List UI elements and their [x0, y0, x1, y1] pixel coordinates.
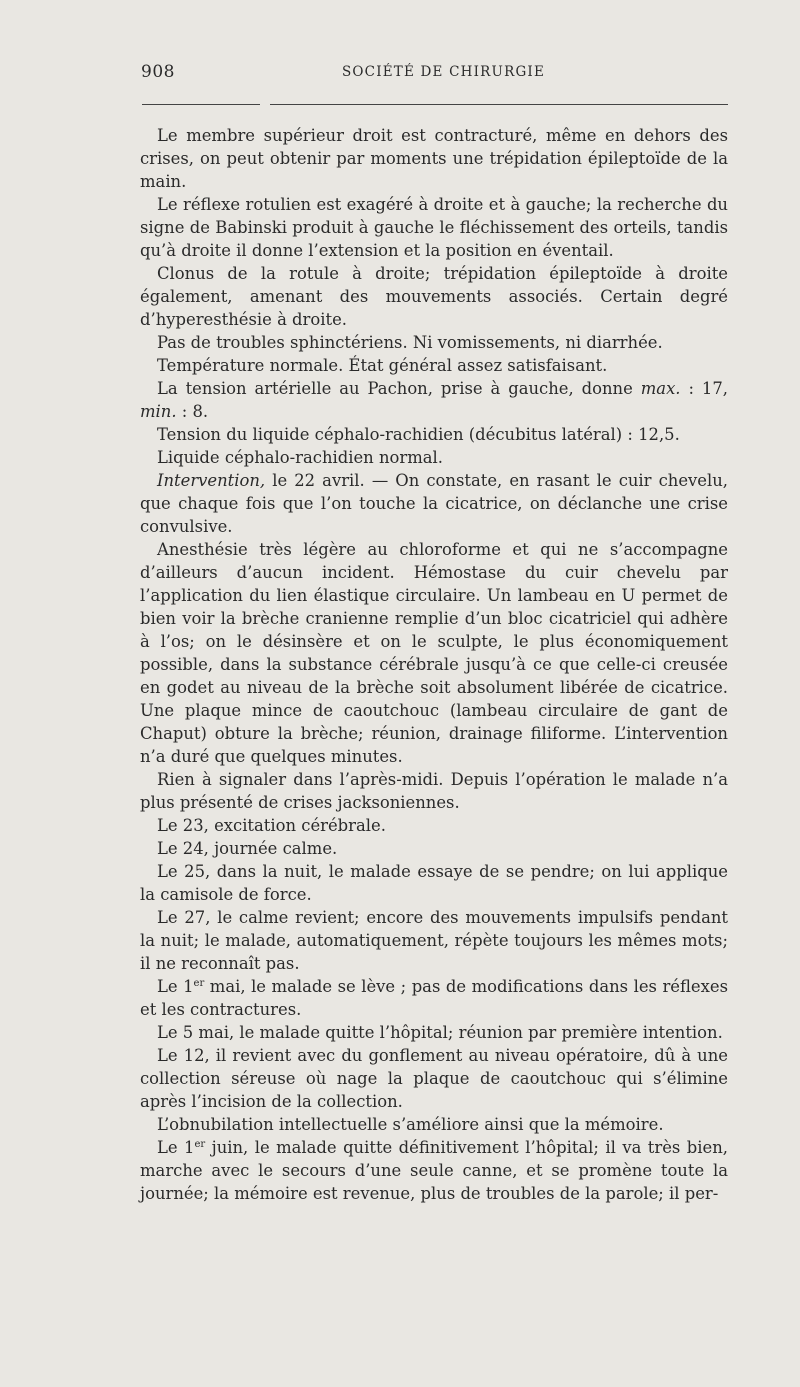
body-text — [140, 124, 728, 1205]
paragraph: Rien à signaler dans l’après-midi. Depuis l’opération le malade n’a plus présenté de crises jacksoniennes. — [140, 770, 728, 812]
header-rule-right — [270, 104, 728, 105]
paragraph: Le 23, excitation cérébrale. — [157, 816, 386, 835]
paragraph: Le 5 mai, le malade quitte l’hôpital; réunion par première intention. — [157, 1023, 723, 1042]
paragraph: Pas de troubles sphinctériens. Ni vomissements, ni diarrhée. — [157, 333, 663, 352]
paragraph: Le 12, il revient avec du gonflement au niveau opératoire, dû à une collection séreuse où nage la plaque de caoutchouc qui s’élimine après l’incision de la collection. — [140, 1046, 728, 1111]
paragraph-june-1: Le 1er juin, le malade quitte définitivement l’hôpital; il va très bien, marche avec le secours d’une seule canne, et se promène toute la journée; la mémoire est revenue, plus de troubles de la parole; il per- — [140, 1138, 728, 1203]
paragraph-intervention: Intervention, le 22 avril. — On constate, en rasant le cuir chevelu, que chaque fois que l’on touche la cicatrice, on déclanche une crise convulsive. — [140, 471, 728, 536]
paragraph: Le 25, dans la nuit, le malade essaye de se pendre; on lui applique la camisole de force. — [140, 862, 728, 904]
paragraph: Liquide céphalo-rachidien normal. — [157, 448, 443, 467]
paragraph: L’obnubilation intellectuelle s’améliore ainsi que la mémoire. — [157, 1115, 664, 1134]
page-number: 908 — [141, 62, 175, 82]
paragraph: Température normale. État général assez satisfaisant. — [157, 356, 608, 375]
paragraph-may-1: Le 1er mai, le malade se lève ; pas de modifications dans les réflexes et les contractures. — [140, 977, 728, 1019]
paragraph: Tension du liquide céphalo-rachidien (décubitus latéral) : 12,5. — [157, 425, 680, 444]
page-header — [141, 62, 728, 88]
running-title: SOCIÉTÉ DE CHIRURGIE — [341, 64, 546, 80]
paragraph: Le réflexe rotulien est exagéré à droite et à gauche; la recherche du signe de Babinski produit à gauche le fléchissement des orteils, tandis qu’à droite il donne l’extension et la position en éventail. — [140, 195, 728, 260]
paragraph: Le membre supérieur droit est contracturé, même en dehors des crises, on peut obtenir par moments une trépidation épileptoïde de la main. — [140, 126, 728, 191]
paragraph: Anesthésie très légère au chloroforme et qui ne s’accompagne d’ailleurs d’aucun incident. Hémostase du cuir chevelu par l’application du lien élastique circulaire. Un lambeau en U permet de bien voir la brèche cranienne remplie d’un bloc cicatriciel qui adhère à l’os; on le désinsère et on le sculpte, le plus économiquement possible, dans la substance cérébrale jusqu’à ce que celle-ci creusée en godet au niveau de la brèche soit absolument libérée de cicatrice. Une plaque mince de caoutchouc (lambeau circulaire de gant de Chaput) obture la brèche; réunion, drainage filiforme. L’intervention n’a duré que quelques minutes. — [140, 540, 728, 766]
header-rule-left — [142, 104, 260, 105]
paragraph: Le 27, le calme revient; encore des mouvements impulsifs pendant la nuit; le malade, automatiquement, répète toujours les mêmes mots; il ne reconnaît pas. — [140, 908, 728, 973]
paragraph: Le 24, journée calme. — [157, 839, 338, 858]
paragraph: Clonus de la rotule à droite; trépidation épileptoïde à droite également, amenant des mouvements associés. Certain degré d’hyperesthésie à droite. — [140, 264, 728, 329]
paragraph-blood-pressure: La tension artérielle au Pachon, prise à gauche, donne max. : 17, min. : 8. — [140, 379, 728, 421]
